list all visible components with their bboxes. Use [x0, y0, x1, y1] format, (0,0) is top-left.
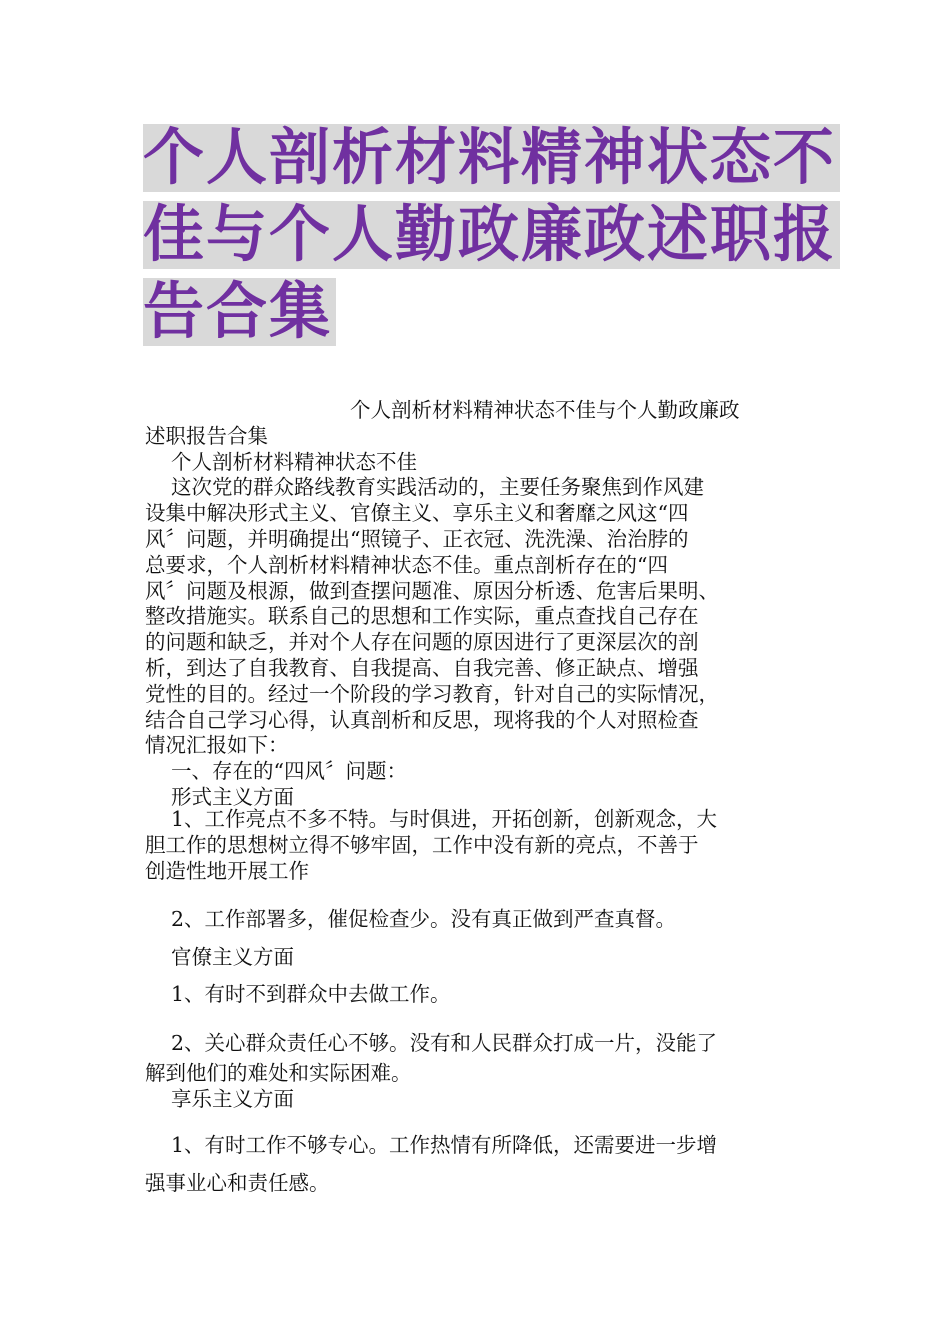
intro-line: 这次党的群众路线教育实践活动的，主要任务聚焦到作风建	[171, 475, 704, 500]
intro-line: 总要求，个人剖析材料精神状态不佳。重点剖析存在的“四	[145, 552, 668, 577]
intro-line: 风〞问题及根源，做到查摆问题准、原因分析透、危害后果明、	[145, 578, 719, 603]
section-heading: 个人剖析材料精神状态不佳	[171, 449, 417, 474]
bureaucracy-item-1	[145, 982, 805, 1008]
body-block-1	[145, 398, 805, 811]
bureaucracy-heading: 官僚主义方面	[171, 945, 294, 969]
paragraph-line: 创造性地开展工作	[145, 858, 309, 883]
subtitle-line-2: 述职报告合集	[145, 423, 268, 448]
intro-line: 整改措施实。联系自己的思想和工作实际，重点查找自己存在	[145, 604, 699, 629]
hedonism-heading: 享乐主义方面	[171, 1086, 294, 1111]
paragraph-line: 2、关心群众责任心不够。没有和人民群众打成一片，没能了	[171, 1031, 718, 1055]
paragraph-line: 胆工作的思想树立得不够牢固，工作中没有新的亮点，不善于	[145, 832, 699, 857]
intro-line: 设集中解决形式主义、官僚主义、享乐主义和奢靡之风这“四	[145, 501, 689, 526]
paragraph-line: 1、工作亮点不多不特。与时俱进，开拓创新，创新观念，大	[171, 807, 718, 831]
formalism-item-2	[145, 907, 805, 933]
hedonism-item-1	[145, 1133, 805, 1197]
paragraph-line: 解到他们的难处和实际困难。	[145, 1060, 412, 1085]
intro-line: 结合自己学习心得，认真剖析和反思，现将我的个人对照检查	[145, 707, 699, 732]
formalism-item-1	[145, 807, 805, 884]
part-heading: 一、存在的“四风〞问题：	[171, 759, 407, 784]
intro-line: 的问题和缺乏，并对个人存在问题的原因进行了更深层次的剖	[145, 630, 699, 655]
paragraph-line: 1、有时工作不够专心。工作热情有所降低，还需要进一步增	[171, 1133, 718, 1157]
document-title	[143, 122, 837, 355]
bureaucracy-heading-block	[145, 945, 805, 971]
intro-line: 情况汇报如下：	[145, 733, 289, 758]
intro-line: 析，到达了自我教育、自我提高、自我完善、修正缺点、增强	[145, 655, 699, 680]
title-line-2: 佳与个人勤政廉政述职报	[143, 201, 840, 269]
paragraph-line: 1、有时不到群众中去做工作。	[171, 982, 451, 1006]
subtitle-line-1: 个人剖析材料精神状态不佳与个人勤政廉政	[350, 398, 740, 422]
title-line-3: 告合集	[143, 278, 336, 346]
intro-line: 风〞问题，并明确提出“照镜子、正衣冠、洗洗澡、治治脖的	[145, 526, 689, 551]
paragraph-line: 2、工作部署多，催促检查少。没有真正做到严查真督。	[171, 907, 677, 931]
title-line-1: 个人剖析材料精神状态不	[143, 124, 840, 192]
paragraph-line: 强事业心和责任感。	[145, 1170, 330, 1195]
formalism-heading: 形式主义方面	[171, 784, 294, 809]
bureaucracy-item-2	[145, 1031, 805, 1112]
intro-line: 党性的目的。经过一个阶段的学习教育，针对自己的实际情况，	[145, 681, 719, 706]
